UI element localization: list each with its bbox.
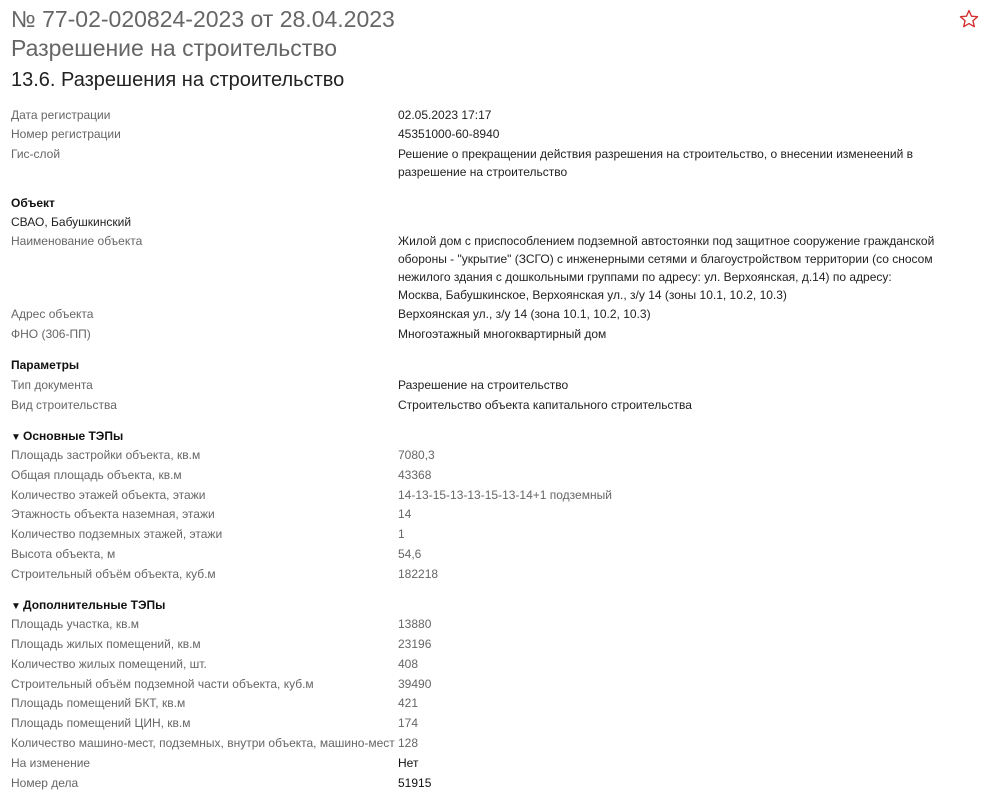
section-heading-object: Объект bbox=[11, 196, 55, 210]
field-label: ФНО (306-ПП) bbox=[11, 327, 91, 341]
field-label: Адрес объекта bbox=[11, 307, 94, 321]
field-label: Площадь помещений ЦИН, кв.м bbox=[11, 716, 191, 730]
field-value: 13880 bbox=[398, 617, 432, 631]
field-label: Дата регистрации bbox=[11, 108, 111, 122]
toggle-extra-tep[interactable] bbox=[11, 596, 165, 616]
field-value: 128 bbox=[398, 736, 419, 750]
field-value: 421 bbox=[398, 696, 419, 710]
field-value: 14 bbox=[398, 507, 412, 521]
field-value: 174 bbox=[398, 716, 419, 730]
document-type: Разрешение на строительство bbox=[11, 35, 338, 61]
field-label: Тип документа bbox=[11, 378, 93, 392]
field-label: Количество этажей объекта, этажи bbox=[11, 488, 206, 502]
field-label: Количество машино-мест, подземных, внутри объекта, машино-мест bbox=[11, 736, 395, 750]
field-value: Нет bbox=[398, 756, 419, 770]
field-label: Этажность объекта наземная, этажи bbox=[11, 507, 215, 521]
field-label: Гис-слой bbox=[11, 147, 61, 161]
field-label: Номер дела bbox=[11, 776, 79, 790]
field-value: Верхоянская ул., з/у 14 (зона 10.1, 10.2, 10.3) bbox=[398, 307, 651, 321]
field-label: Общая площадь объекта, кв.м bbox=[11, 468, 182, 482]
field-label: Количество жилых помещений, шт. bbox=[11, 657, 207, 671]
caret-down-icon: ▼ bbox=[11, 432, 21, 443]
category-heading: 13.6. Разрешения на строительство bbox=[11, 69, 345, 91]
field-label: Площадь помещений БКТ, кв.м bbox=[11, 696, 186, 710]
star-outline-icon[interactable] bbox=[958, 8, 980, 30]
field-label: Наименование объекта bbox=[11, 234, 143, 248]
field-label: Номер регистрации bbox=[11, 127, 121, 141]
field-value: 02.05.2023 17:17 bbox=[398, 108, 492, 122]
page-title: № 77-02-020824-2023 от 28.04.2023 bbox=[11, 6, 395, 32]
toggle-main-tep[interactable] bbox=[11, 427, 123, 447]
section-heading-params: Параметры bbox=[11, 358, 80, 372]
field-value: 182218 bbox=[398, 567, 439, 581]
field-value: 14-13-15-13-13-15-13-14+1 подземный bbox=[398, 488, 612, 502]
field-value: 43368 bbox=[398, 468, 432, 482]
field-value: 51915 bbox=[398, 776, 432, 790]
field-value: 408 bbox=[398, 657, 419, 671]
field-label: Площадь жилых помещений, кв.м bbox=[11, 637, 201, 651]
field-label: Количество подземных этажей, этажи bbox=[11, 527, 223, 541]
field-label: Площадь застройки объекта, кв.м bbox=[11, 448, 201, 462]
field-value: Строительство объекта капитального строительства bbox=[398, 398, 692, 412]
field-label: Площадь участка, кв.м bbox=[11, 617, 140, 631]
field-value: 7080,3 bbox=[398, 448, 435, 462]
field-value: Многоэтажный многоквартирный дом bbox=[398, 327, 607, 341]
district-text: СВАО, Бабушкинский bbox=[11, 215, 132, 229]
field-value: 23196 bbox=[398, 637, 432, 651]
field-value: Жилой дом с приспособлением подземной автостоянки под защитное сооружение гражданской обороны - "укрытие" (ЗСГО) с инженерными сетями и благоустройством территории (со сносом нежилого здания с дошкольными группами по адресу: ул. Верхоянская, д.14) по адресу: Москва, Бабушкинское, Верхоянская ул., з/у 14 (зоны 10.1, 10.2, 10.3) bbox=[398, 234, 935, 302]
field-label: Строительный объём подземной части объекта, куб.м bbox=[11, 677, 314, 691]
field-value: 1 bbox=[398, 527, 405, 541]
field-value: Решение о прекращении действия разрешения на строительство, о внесении изменеений в разрешение на строительство bbox=[398, 147, 914, 179]
field-value: 54,6 bbox=[398, 547, 422, 561]
field-value: 39490 bbox=[398, 677, 432, 691]
field-value: Разрешение на строительство bbox=[398, 378, 569, 392]
field-label: Строительный объём объекта, куб.м bbox=[11, 567, 216, 581]
favorite-button[interactable] bbox=[958, 8, 980, 30]
caret-down-icon: ▼ bbox=[11, 601, 21, 612]
field-value: 45351000-60-8940 bbox=[398, 127, 500, 141]
field-label: Высота объекта, м bbox=[11, 547, 116, 561]
field-label: На изменение bbox=[11, 756, 91, 770]
field-label: Вид строительства bbox=[11, 398, 117, 412]
toggle-label: Основные ТЭПы bbox=[23, 429, 124, 443]
toggle-label: Дополнительные ТЭПы bbox=[23, 598, 166, 612]
